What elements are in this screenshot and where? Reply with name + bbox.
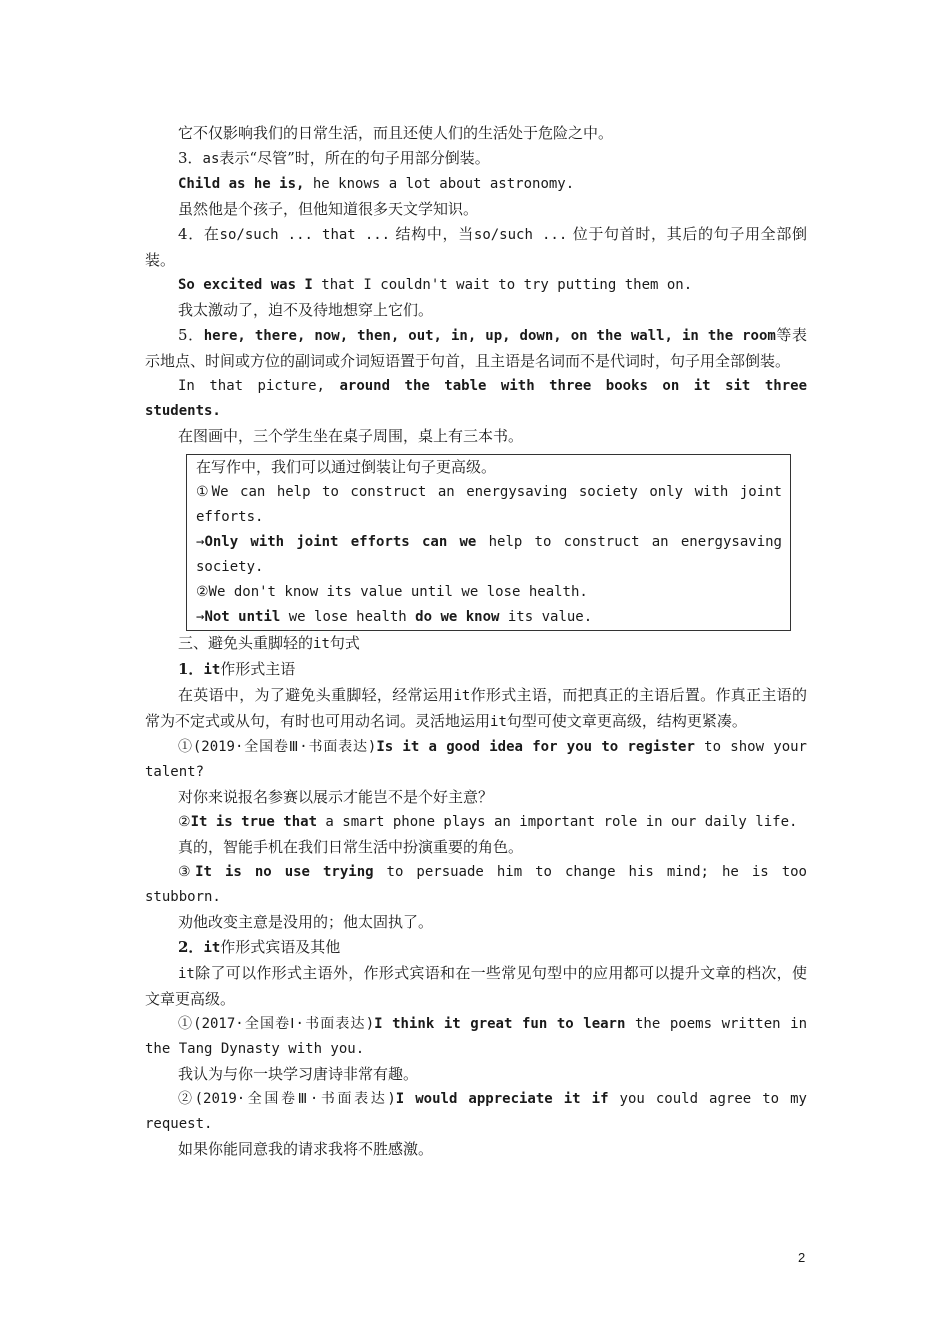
- text: he knows a lot about astronomy.: [304, 176, 575, 192]
- highlight: It is no use trying: [195, 864, 374, 880]
- text: 对你来说报名参赛以展示才能岂不是个好主意？: [178, 788, 494, 806]
- box-rewrite: [196, 605, 782, 630]
- highlight: Child as he is,: [178, 176, 305, 192]
- example-sentence: [145, 735, 807, 785]
- text: 表示“尽管”时，所在的句子用部分倒装。: [219, 149, 490, 167]
- keyword: as: [202, 151, 220, 167]
- highlight: Not until: [204, 609, 281, 625]
- keyword: it: [178, 966, 195, 982]
- keyword: so/such ... that ...: [219, 227, 391, 243]
- example-sentence: [145, 273, 807, 298]
- source: ①(2019·全国卷Ⅲ·书面表达): [178, 739, 377, 755]
- text: its value.: [499, 609, 593, 625]
- text: 4．在: [178, 225, 220, 243]
- example-sentence: [145, 1087, 807, 1137]
- text: help to construct an energysaving society.: [196, 534, 782, 575]
- text: 1．: [178, 660, 204, 678]
- translation: [145, 1062, 807, 1087]
- highlight: I think it great fun to learn: [374, 1016, 626, 1032]
- keyword: it: [453, 688, 471, 704]
- text: 5．: [178, 326, 204, 344]
- text: 作形式主语，而把真正的主语后置。作真正主语的常为不定式或从句，有时也可用动名词。灵活地运用: [145, 686, 807, 730]
- rule-5: [145, 323, 807, 374]
- box-example: [196, 480, 782, 530]
- text: to persuade him to change his mind; he is too stubborn.: [145, 864, 807, 905]
- text: we lose health: [280, 609, 416, 625]
- text: 作形式主语: [220, 660, 296, 678]
- text: 它不仅影响我们的日常生活，而且还使人们的生活处于危险之中。: [178, 124, 614, 142]
- page-number: 2: [798, 1250, 806, 1265]
- keyword: it: [203, 662, 221, 678]
- box-intro: [196, 455, 782, 480]
- arrow-icon: →: [196, 534, 205, 550]
- highlight: Is it a good idea for you to register: [376, 739, 695, 755]
- text: 2．: [178, 938, 204, 956]
- text: the poems written in the Tang Dynasty with you.: [145, 1016, 807, 1057]
- text: ②We don't know its value until we lose health.: [196, 584, 588, 600]
- box-rewrite: [196, 530, 782, 580]
- highlight: It is true that: [190, 814, 317, 830]
- keyword: so/such ...: [473, 227, 568, 243]
- text: 我太激动了，迫不及待地想穿上它们。: [178, 301, 434, 319]
- keyword: it: [313, 636, 330, 652]
- text: 句式: [329, 634, 360, 652]
- translation: [145, 785, 807, 810]
- text: 句型可使文章更高级，结构更紧凑。: [506, 712, 747, 730]
- box-example: [196, 580, 782, 605]
- text: 等表示地点、时间或方位的副词或介词短语置于句首，且主语是名词而不是代词时，句子用全部倒装。: [145, 326, 807, 370]
- text: 虽然他是个孩子，但他知道很多天文学知识。: [178, 200, 479, 218]
- text: ③: [178, 864, 196, 880]
- text: 除了可以作形式主语外，作形式宾语和在一些常见句型中的应用都可以提升文章的档次，使文章更高级。: [145, 964, 807, 1008]
- paragraph: [145, 683, 807, 735]
- translation: [145, 197, 807, 222]
- page-content: [145, 121, 807, 1162]
- example-sentence: [145, 860, 807, 910]
- text: 作形式宾语及其他: [220, 938, 341, 956]
- rule-3: [145, 146, 807, 172]
- rule-number: 3．: [178, 149, 203, 167]
- keyword: here, there, now, then, out, in, up, down, on the wall, in the room: [203, 328, 776, 344]
- keyword: it: [203, 940, 221, 956]
- text: that I couldn't wait to try putting them on.: [312, 277, 693, 293]
- rule-4: [145, 222, 807, 273]
- translation: [145, 910, 807, 935]
- highlight: I would appreciate it if: [395, 1091, 609, 1107]
- translation: [145, 1137, 807, 1162]
- example-sentence: [145, 810, 807, 835]
- keyword: it: [490, 714, 507, 730]
- translation: [145, 835, 807, 860]
- arrow-icon: →: [196, 609, 205, 625]
- text: 劝他改变主意是没用的；他太固执了。: [178, 913, 434, 931]
- text: 在英语中，为了避免头重脚轻，经常运用: [178, 686, 454, 704]
- example-sentence: [145, 172, 807, 197]
- highlight: So excited was I: [178, 277, 313, 293]
- highlight: Only with joint efforts can we: [204, 534, 477, 550]
- text: a smart phone plays an important role in our daily life.: [317, 814, 798, 830]
- tip-box: [186, 454, 791, 631]
- section-title: [145, 631, 807, 657]
- translation: [145, 298, 807, 323]
- text: to show your talent?: [145, 739, 807, 780]
- text: 我认为与你一块学习唐诗非常有趣。: [178, 1065, 419, 1083]
- text-line: [145, 121, 807, 146]
- source: ②(2019·全国卷Ⅲ·书面表达): [178, 1091, 396, 1107]
- text: ①We can help to construct an energysaving society only with joint efforts.: [196, 484, 782, 525]
- text: 如果你能同意我的请求我将不胜感激。: [178, 1140, 434, 1158]
- example-sentence: [145, 1012, 807, 1062]
- paragraph: [145, 961, 807, 1012]
- text: 真的，智能手机在我们日常生活中扮演重要的角色。: [178, 838, 524, 856]
- text: 位于句首时，其后的句子用全部倒装。: [145, 225, 808, 269]
- highlight: do we know: [415, 609, 500, 625]
- example-sentence: [145, 374, 807, 424]
- text: 在写作中，我们可以通过倒装让句子更高级。: [196, 458, 497, 476]
- text: 结构中，当: [390, 225, 474, 243]
- highlight: around the table with three books on it sit three students.: [145, 378, 807, 419]
- text: you could agree to my request.: [145, 1091, 807, 1132]
- text: ②: [178, 814, 191, 830]
- text: 在图画中，三个学生坐在桌子周围，桌上有三本书。: [178, 427, 524, 445]
- source: ①(2017·全国卷Ⅰ·书面表达): [178, 1016, 375, 1032]
- subsection-title: [145, 935, 807, 961]
- text: In that picture,: [178, 378, 340, 394]
- subsection-title: [145, 657, 807, 683]
- translation: [145, 424, 807, 449]
- text: 三、避免头重脚轻的: [178, 634, 314, 652]
